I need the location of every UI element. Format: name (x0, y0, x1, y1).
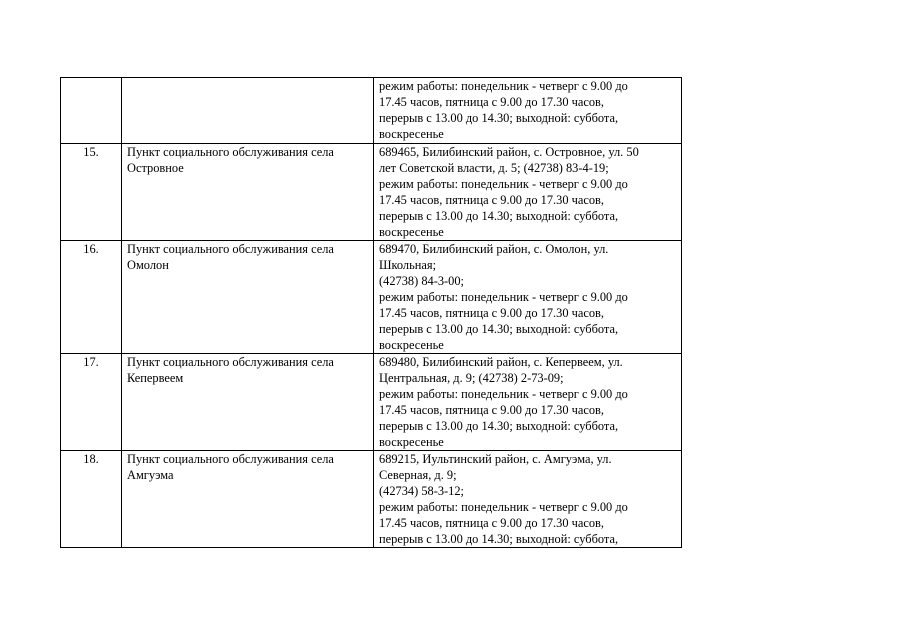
name-line: Пункт социального обслуживания села (127, 145, 334, 159)
address-line: лет Советской власти, д. 5; (42738) 83-4-19; (379, 161, 609, 175)
address-and-schedule (374, 354, 682, 451)
name-line: Пункт социального обслуживания села (127, 242, 334, 256)
address-line: перерыв с 13.00 до 14.30; выходной: суббота, (379, 532, 619, 546)
table-body (61, 78, 682, 548)
address-line: воскресенье (379, 435, 444, 449)
address-line: Северная, д. 9; (379, 468, 457, 482)
address-and-schedule (374, 451, 682, 548)
address-and-schedule (374, 144, 682, 241)
service-point-name (122, 78, 374, 144)
name-line: Кепервеем (127, 371, 184, 385)
name-line: Пункт социального обслуживания села (127, 355, 334, 369)
address-line: 17.45 часов, пятница с 9.00 до 17.30 часов, (379, 306, 605, 320)
row-number (61, 78, 122, 144)
table-row (61, 241, 682, 354)
address-line: 17.45 часов, пятница с 9.00 до 17.30 часов, (379, 95, 605, 109)
address-and-schedule (374, 241, 682, 354)
address-line: режим работы: понедельник - четверг с 9.00 до (379, 79, 628, 93)
table-row (61, 354, 682, 451)
address-line: 17.45 часов, пятница с 9.00 до 17.30 часов, (379, 193, 605, 207)
address-line: (42738) 84-3-00; (379, 274, 464, 288)
address-line: 17.45 часов, пятница с 9.00 до 17.30 часов, (379, 403, 605, 417)
service-point-name (122, 241, 374, 354)
name-line: Омолон (127, 258, 169, 272)
address-line: Школьная; (379, 258, 437, 272)
service-point-name (122, 354, 374, 451)
address-line: 689465, Билибинский район, с. Островное, ул. 50 (379, 145, 639, 159)
row-number: 16. (61, 241, 122, 354)
row-number: 18. (61, 451, 122, 548)
address-line: перерыв с 13.00 до 14.30; выходной: суббота, (379, 419, 619, 433)
address-line: воскресенье (379, 338, 444, 352)
address-line: 17.45 часов, пятница с 9.00 до 17.30 часов, (379, 516, 605, 530)
table-row (61, 78, 682, 144)
address-line: 689480, Билибинский район, с. Кепервеем, ул. (379, 355, 623, 369)
address-line: 689215, Иультинский район, с. Амгуэма, ул. (379, 452, 612, 466)
address-line: режим работы: понедельник - четверг с 9.00 до (379, 177, 628, 191)
name-line: Островное (127, 161, 184, 175)
table-row (61, 451, 682, 548)
name-line: Пункт социального обслуживания села (127, 452, 334, 466)
address-line: перерыв с 13.00 до 14.30; выходной: суббота, (379, 209, 619, 223)
row-number: 15. (61, 144, 122, 241)
name-line: Амгуэма (127, 468, 174, 482)
address-and-schedule (374, 78, 682, 144)
address-line: Центральная, д. 9; (42738) 2-73-09; (379, 371, 564, 385)
address-line: режим работы: понедельник - четверг с 9.00 до (379, 500, 628, 514)
address-line: режим работы: понедельник - четверг с 9.00 до (379, 290, 628, 304)
service-points-table (60, 77, 682, 548)
address-line: воскресенье (379, 225, 444, 239)
address-line: 689470, Билибинский район, с. Омолон, ул. (379, 242, 609, 256)
row-number: 17. (61, 354, 122, 451)
service-point-name (122, 451, 374, 548)
address-line: перерыв с 13.00 до 14.30; выходной: суббота, (379, 111, 619, 125)
address-line: (42734) 58-3-12; (379, 484, 464, 498)
address-line: перерыв с 13.00 до 14.30; выходной: суббота, (379, 322, 619, 336)
service-point-name (122, 144, 374, 241)
table-row (61, 144, 682, 241)
address-line: режим работы: понедельник - четверг с 9.00 до (379, 387, 628, 401)
address-line: воскресенье (379, 127, 444, 141)
